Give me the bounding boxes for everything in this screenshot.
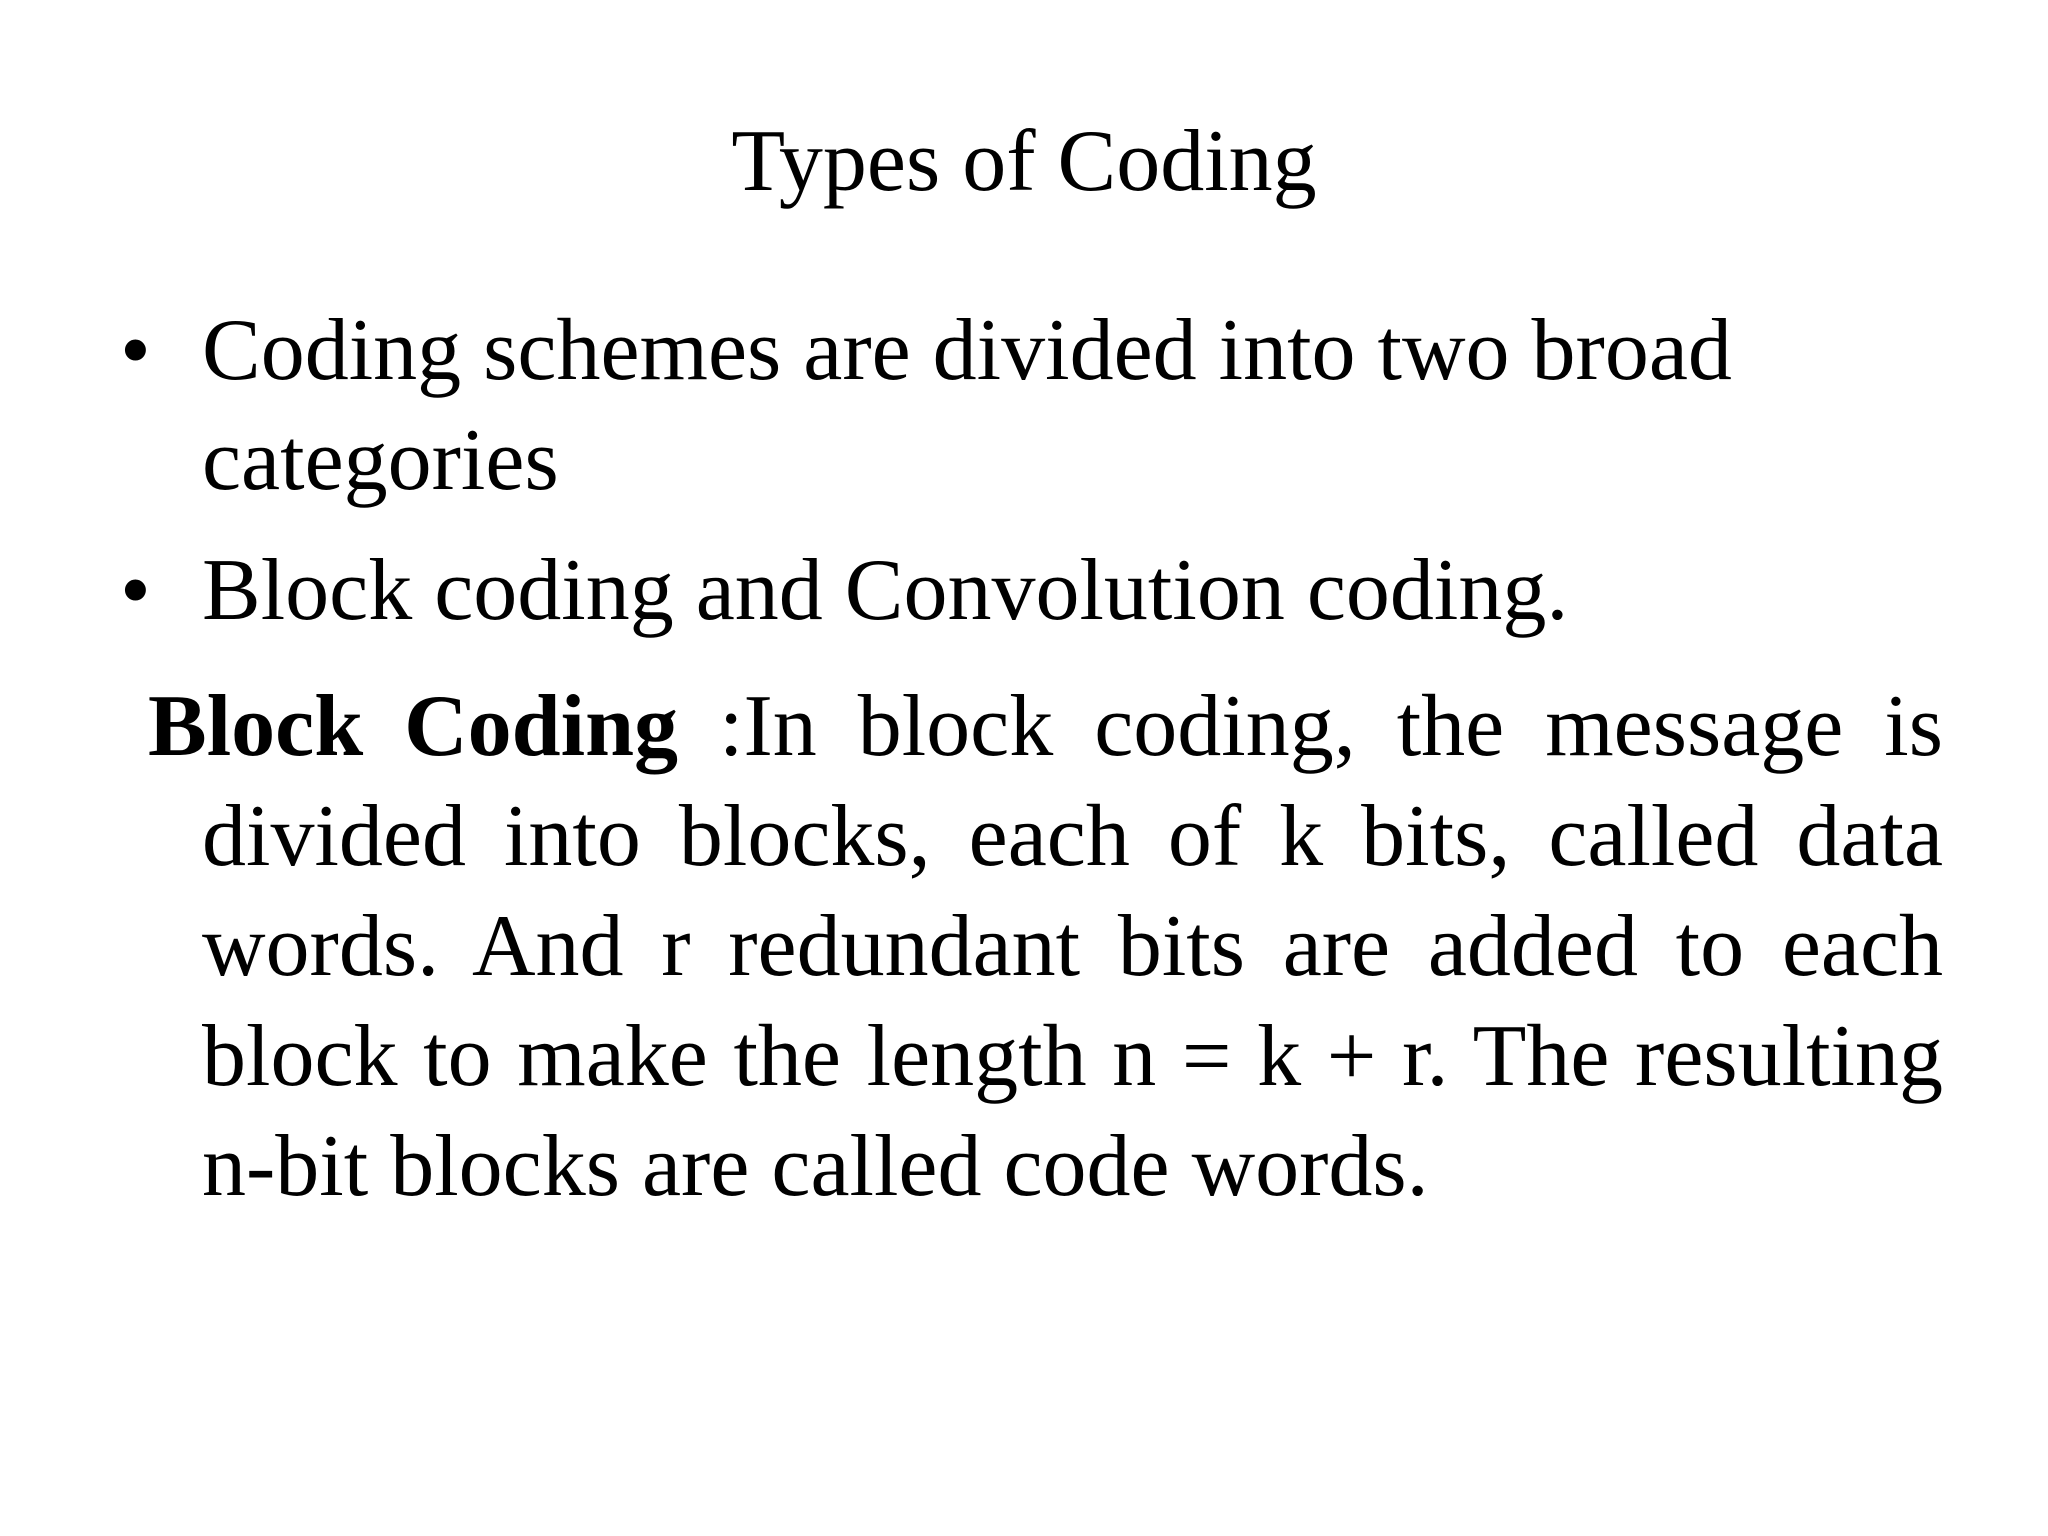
block-coding-definition: :In block coding, the message is divided into blocks, each of k bits, called data words. And r redundant bits are added to each block to make the length n = k + r. The resulting n-bit blocks are called code words. [202,678,1943,1215]
bullet-text: Block coding and Convolution coding. [202,542,1569,639]
bullet-icon: • [120,542,151,639]
bullet-item [120,296,1940,516]
block-coding-term: Block Coding [148,678,679,775]
bullet-icon: • [120,302,151,399]
bullet-list [120,296,1940,666]
slide-title: Types of Coding [731,113,1317,210]
block-coding-paragraph [148,672,1943,1222]
bullet-item [120,536,1940,646]
bullet-text: Coding schemes are divided into two broad categories [202,302,1732,509]
